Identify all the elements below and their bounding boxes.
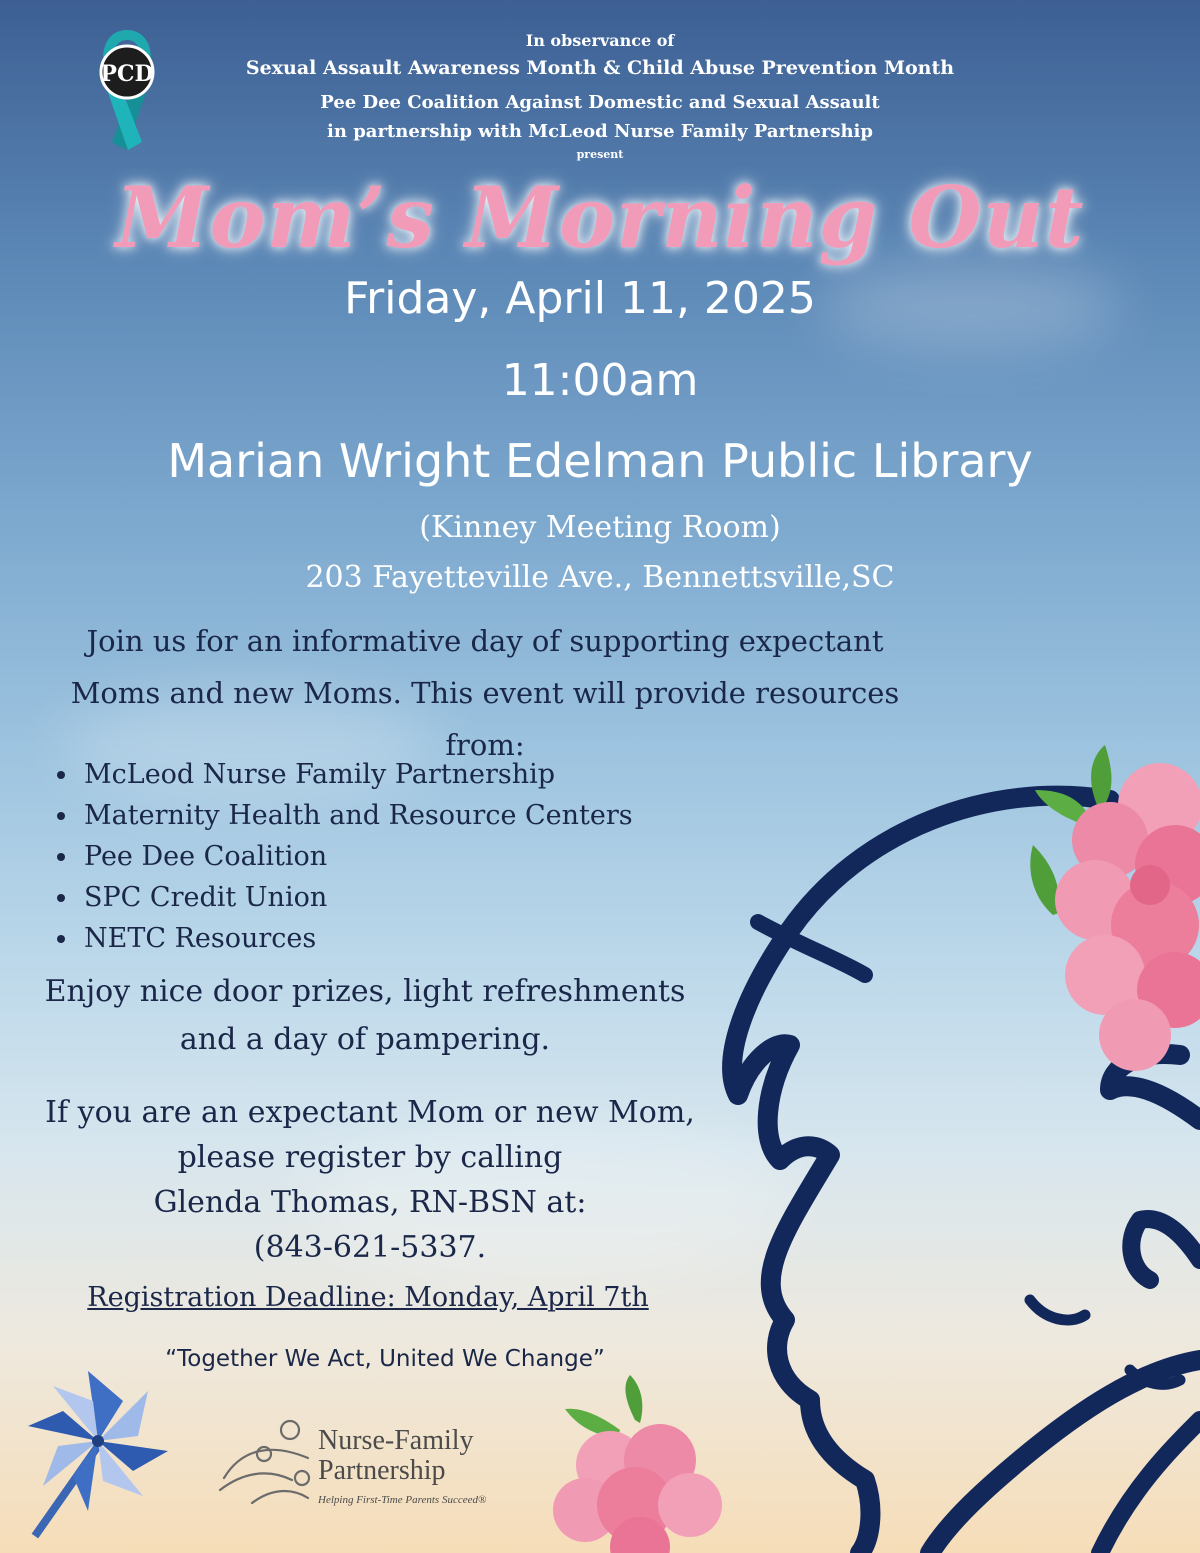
register-line: please register by calling [177, 1140, 563, 1175]
event-time: 11:00am [501, 355, 699, 406]
event-venue: Marian Wright Edelman Public Library [167, 434, 1033, 488]
header-organization: Pee Dee Coalition Against Domestic and Sexual Assault [320, 92, 880, 113]
register-line: If you are an expectant Mom or new Mom, [45, 1095, 695, 1130]
intro-text [30, 615, 940, 771]
resource-list [48, 754, 633, 959]
list-item: • Pee Dee Coalition [80, 836, 633, 877]
motto: “Together We Act, United We Change” [165, 1346, 605, 1372]
intro-line: Moms and new Moms. This event will provide resources [70, 676, 900, 710]
header-months: Sexual Assault Awareness Month & Child Abuse Prevention Month [245, 57, 955, 79]
enjoy-line: Enjoy nice door prizes, light refreshments [44, 974, 686, 1009]
enjoy-line: and a day of pampering. [179, 1022, 551, 1057]
header-partnership: in partnership with McLeod Nurse Family Partnership [327, 121, 873, 142]
pinwheel-icon [20, 1366, 190, 1553]
register-phone: (843-621-5337. [253, 1230, 487, 1265]
intro-line: from: [445, 728, 525, 762]
event-date: Friday, April 11, 2025 [344, 273, 816, 324]
enjoy-text [0, 968, 730, 1064]
logo-initials: PCD [100, 61, 154, 87]
list-item: • McLeod Nurse Family Partnership [80, 754, 633, 795]
event-title: Mom’s Morning Out [115, 168, 1085, 267]
list-item: • Maternity Health and Resource Centers [80, 795, 633, 836]
register-line: Glenda Thomas, RN-BSN at: [153, 1185, 587, 1220]
register-text [0, 1090, 740, 1270]
list-item: • NETC Resources [80, 918, 633, 959]
flower-icon [1025, 745, 1200, 1085]
nfp-tagline: Helping First-Time Parents Succeed® [318, 1494, 487, 1506]
flower-icon [540, 1375, 730, 1553]
nfp-figures-icon [212, 1418, 322, 1508]
event-address: 203 Fayetteville Ave., Bennettsville,SC [305, 560, 895, 595]
header-observance: In observance of [525, 31, 675, 50]
header-present: present [576, 148, 624, 161]
list-item: • SPC Credit Union [80, 877, 633, 918]
event-room: (Kinney Meeting Room) [419, 510, 781, 545]
nfp-name-line: Nurse-Family [318, 1425, 474, 1456]
intro-line: Join us for an informative day of supporting expectant [86, 624, 884, 658]
nfp-logo [212, 1418, 502, 1513]
nfp-name-line: Partnership [318, 1455, 446, 1486]
registration-deadline: Registration Deadline: Monday, April 7th [87, 1282, 649, 1313]
